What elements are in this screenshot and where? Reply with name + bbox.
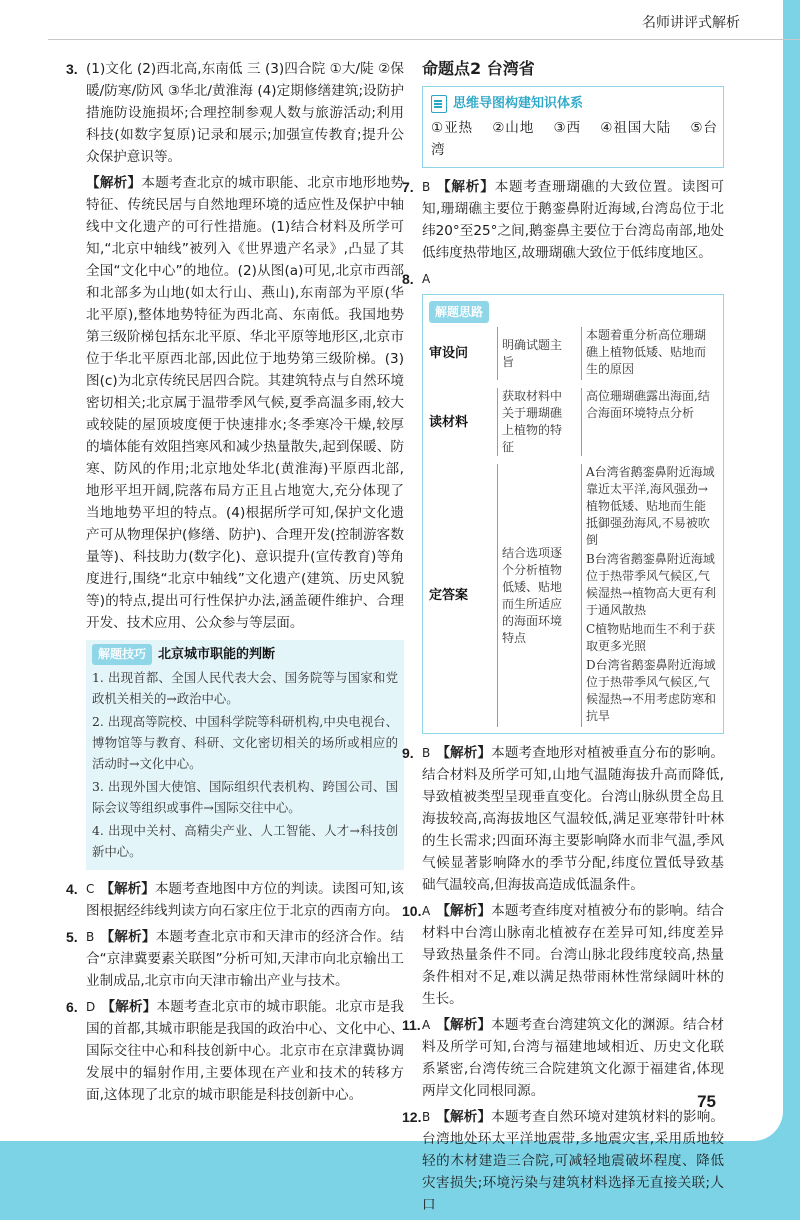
question-5 bbox=[66, 926, 405, 992]
analysis-tag: 【解析】 bbox=[436, 1109, 492, 1125]
mind-map-box bbox=[422, 86, 724, 168]
header bbox=[0, 0, 800, 38]
notepad-icon bbox=[431, 95, 447, 113]
tip-item: 2. 出现高等院校、中国科学院等科研机构,中央电视台、博物馆等与教育、科研、文化密切相关的场所或相应的活动时→文化中心。 bbox=[92, 714, 398, 771]
question-10 bbox=[402, 900, 725, 1010]
question-6 bbox=[66, 996, 405, 1106]
analysis-tag: 【解析】 bbox=[101, 999, 157, 1015]
mind-item: ⑤台湾 bbox=[431, 120, 718, 158]
right-column bbox=[402, 58, 725, 1220]
analysis-tag: 【解析】 bbox=[436, 745, 492, 761]
flow-note: 高位珊瑚礁露出海面,结合海面环境特点分析 bbox=[586, 389, 710, 420]
analysis-text: 本题考查珊瑚礁的大致位置。读图可知,珊瑚礁主要位于鹅銮鼻附近海域,台湾岛位于北纬20°至25°之间,鹅銮鼻主要位于台湾岛南部,地处低纬度热带地区,故珊瑚礁大致位于低纬度地区。 bbox=[422, 179, 725, 261]
analysis-text: 本题考查台湾建筑文化的渊源。结合材料及所学可知,台湾与福建地域相近、历史文化联系紧密,台湾传统三合院建筑文化源于福建省,体现两岸文化同根同源。 bbox=[422, 1017, 725, 1099]
flow-badge: 解题思路 bbox=[429, 301, 489, 323]
analysis-tag: 【解析】 bbox=[86, 175, 142, 191]
question-11 bbox=[402, 1014, 725, 1102]
tip-head bbox=[92, 644, 398, 665]
answer-choice: A bbox=[422, 904, 431, 918]
answer-choice: A bbox=[422, 1018, 431, 1032]
analysis-text: 本题考查纬度对植被分布的影响。结合材料中台湾山脉南北植被存在差异可知,纬度差异导致热量条件不同。台湾山脉北段纬度较高,热量条件相对不足,难以满足热带雨林性常绿阔叶林的生长。 bbox=[422, 903, 725, 1007]
analysis-text: 本题考查北京市的城市职能。北京市是我国的首都,其城市职能是我国的政治中心、文化中心、国际交往中心和科技创新中心。北京市在京津冀协调发展中的辐射作用,主要体现在产业和技术的转移方面,这体现了北京的城市职能是科技创新中心。 bbox=[86, 999, 405, 1103]
mind-map-items bbox=[431, 117, 717, 161]
flow-note: D台湾省鹅銮鼻附近海域位于热带季风气候区,气候湿热→不用考虑防寒和抗旱 bbox=[586, 658, 717, 723]
analysis-tag: 【解析】 bbox=[100, 881, 155, 897]
tip-item: 3. 出现外国大使馆、国际组织代表机构、跨国公司、国际会议等组织或事件→国际交往中心。 bbox=[92, 779, 398, 815]
question-7 bbox=[402, 176, 725, 264]
question-number: 3. bbox=[66, 61, 78, 77]
question-number: 8. bbox=[402, 271, 414, 287]
answer-choice: A bbox=[422, 272, 431, 286]
mind-map-head bbox=[431, 93, 717, 115]
analysis-tag: 【解析】 bbox=[436, 1017, 492, 1033]
tip-item: 1. 出现首都、全国人民代表大会、国务院等与国家和党政机关相关的→政治中心。 bbox=[92, 670, 398, 706]
answer-choice: B bbox=[86, 930, 95, 944]
flow-step-label: 读材料 bbox=[429, 414, 469, 430]
question-number: 7. bbox=[402, 179, 414, 195]
flow-note: 本题着重分析高位珊瑚礁上植物低矮、贴地而生的原因 bbox=[586, 328, 707, 376]
analysis-text: 本题考查地形对植被垂直分布的影响。结合材料及所学可知,山地气温随海拔升高而降低,导致植被类型呈现垂直变化。台湾山脉纵贯全岛且海拔较高,高海拔地区气温较低,满足亚寒带针叶林的生长需求;四面环海主要影响降水而非气温,季风气候显著影响降水的季节分配,纬度位置低导致基础气温较高,但海拔高造成低温条件。 bbox=[422, 745, 724, 893]
mind-item: ④祖国大陆 bbox=[600, 120, 672, 136]
left-column bbox=[66, 58, 405, 1110]
mind-map-title: 思维导图构建知识体系 bbox=[453, 96, 584, 111]
question-number: 5. bbox=[66, 929, 78, 945]
flow-step-mid: 结合选项逐个分析植物低矮、贴地而生所适应的海面环境特点 bbox=[497, 464, 573, 727]
question-number: 10. bbox=[402, 903, 422, 919]
mind-item: ①亚热 bbox=[431, 120, 474, 136]
analysis-text: 本题考查北京的城市职能、北京市地形地势特征、传统民居与自然地理环境的适应性及保护中轴线中文化遗产的可行性措施。(1)结合材料及所学可知,“北京中轴线”被列入《世界遗产名录》,凸显了其全国“文化中心”的地位。(2)从图(a)可见,北京市西部和北部多为山地(如太行山、燕山),东南部为平原(华北平原),整体地势特征为西北高、东南低。我国地势第三级阶梯包括东北平原、华北平原等地形区,北京市位于华北平原西北部,因此位于地势第三级阶梯。(3)图(c)为北京传统民居四合院。其建筑特点与自然环境密切相关;北京属于温带季风气候,夏季高温多雨,较大或较陡的屋顶坡度便于快速排水;冬季寒冷干燥,较厚的墙体能有效阻挡寒风和减少热量散失,起到保暖、防寒、防风的作用;北京地处华北(黄淮海)平原西北部,地形平坦开阔,院落布局方正且占地宽大,充分体现了当地地势平坦的特点。(4)根据所学可知,保护文化遗产可从物理保护(修缮、防护)、合理开发(控制游客数量等)、科技助力(数字化)、意识提升(宣传教育)等角度进行,围绕“北京中轴线”文化遗产(建筑、历史风貌等)的特点,提出可行性保护办法,涵盖硬件维护、合理开发、技术应用、公众参与等层面。 bbox=[86, 175, 405, 631]
flow-note: C植物贴地而生不利于获取更多光照 bbox=[586, 622, 716, 653]
analysis-text: 本题考查自然环境对建筑材料的影响。台湾地处环太平洋地震带,多地震灾害,采用质地较轻的木材建造三合院,可减轻地震破坏程度、降低灾害损失;环境污染与建筑材料选择无直接关联;人口 bbox=[422, 1109, 724, 1213]
analysis-tag: 【解析】 bbox=[436, 179, 495, 195]
flow-step-right bbox=[581, 327, 717, 380]
analysis-text: 本题考查地图中方位的判读。读图可知,该图根据经纬线判读方向石家庄位于北京的西南方向。 bbox=[86, 881, 405, 919]
flow-step-label: 审设问 bbox=[429, 346, 469, 361]
solution-flow-box bbox=[422, 294, 724, 734]
answer-choice: C bbox=[86, 882, 95, 896]
answer-text: (1)文化 (2)西北高,东南低 三 (3)四合院 ①大/陡 ②保暖/防寒/防风 ③华北/黄淮海 (4)定期修缮建筑;设防护措施防设施损坏;合理控制参观人数与旅游活动;利用科技(如数字复原)记录和展示;加强宣传教育;提升公众保护意识等。 bbox=[86, 61, 404, 165]
question-4 bbox=[66, 878, 405, 922]
analysis-text: 本题考查北京市和天津市的经济合作。结合“京津冀要素关联图”分析可知,天津市向北京输出工业制成品,北京市向天津市输出产业与技术。 bbox=[86, 929, 405, 989]
question-3-analysis bbox=[86, 172, 404, 634]
question-3 bbox=[66, 58, 404, 168]
flow-step-mid: 明确试题主旨 bbox=[497, 327, 573, 380]
section-title: 命题点2 台湾省 bbox=[422, 59, 535, 78]
question-number: 12. bbox=[402, 1109, 422, 1125]
header-rule bbox=[48, 39, 800, 40]
answer-choice: B bbox=[422, 180, 431, 194]
analysis-tag: 【解析】 bbox=[436, 903, 492, 919]
mind-item: ③西 bbox=[553, 120, 581, 136]
question-12 bbox=[402, 1106, 724, 1216]
question-9 bbox=[402, 742, 724, 896]
flow-note: B台湾省鹅銮鼻附近海域位于热带季风气候区,气候湿热→植物高大更有利于通风散热 bbox=[586, 552, 717, 617]
flow-step-mid: 获取材料中关于珊瑚礁上植物的特征 bbox=[497, 388, 573, 456]
flow-note: A台湾省鹅銮鼻附近海域靠近太平洋,海风强劲→植物低矮、贴地而生能抵御强劲海风,不易被吹倒 bbox=[586, 465, 715, 547]
flow-step-right bbox=[581, 388, 717, 456]
tip-badge: 解题技巧 bbox=[92, 644, 152, 665]
tip-box bbox=[86, 640, 404, 870]
answer-choice: D bbox=[86, 1000, 96, 1014]
flow-grid bbox=[429, 327, 717, 727]
answer-choice: B bbox=[422, 746, 431, 760]
tip-item: 4. 出现中关村、高精尖产业、人工智能、人才→科技创新中心。 bbox=[92, 823, 398, 859]
page-number: 75 bbox=[697, 1092, 716, 1111]
question-number: 6. bbox=[66, 999, 78, 1015]
question-8 bbox=[402, 268, 724, 290]
tip-title: 北京城市职能的判断 bbox=[158, 647, 276, 662]
analysis-tag: 【解析】 bbox=[100, 929, 156, 945]
header-title: 名师讲评式解析 bbox=[642, 15, 740, 31]
flow-step-right bbox=[581, 464, 717, 727]
question-number: 4. bbox=[66, 881, 78, 897]
mind-item: ②山地 bbox=[492, 120, 535, 136]
answer-choice: B bbox=[422, 1110, 431, 1124]
question-number: 9. bbox=[402, 745, 414, 761]
question-number: 11. bbox=[402, 1017, 421, 1033]
flow-step-label: 定答案 bbox=[429, 588, 469, 603]
